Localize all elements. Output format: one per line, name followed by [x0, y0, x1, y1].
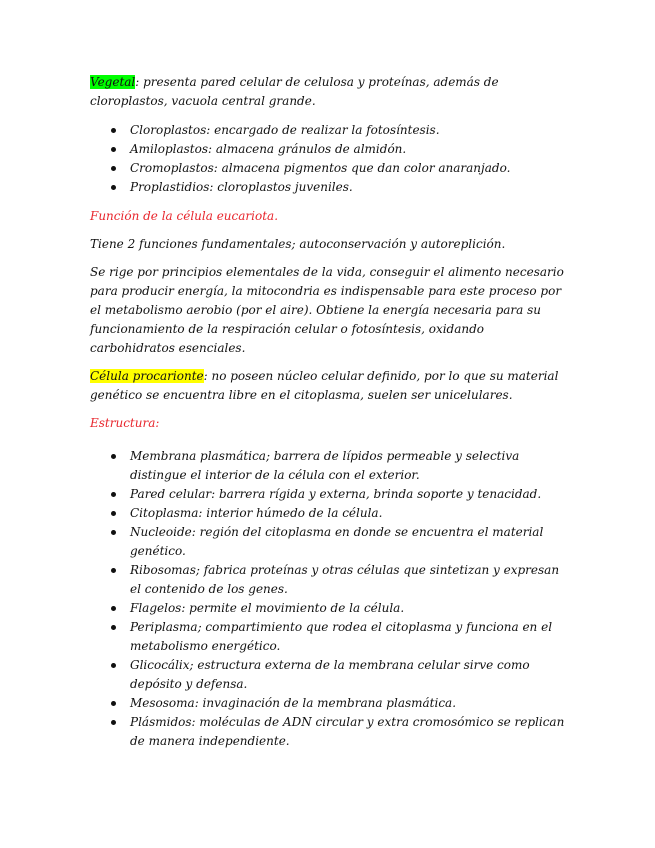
list-item: Cloroplastos: encargado de realizar la fotosíntesis. [90, 121, 568, 140]
list-item: Proplastidios: cloroplastos juveniles. [90, 178, 568, 197]
list-item: Amiloplastos: almacena gránulos de almidón. [90, 140, 568, 159]
vegetal-description: : presenta pared celular de celulosa y proteínas, además de cloroplastos, vacuola central grande. [90, 75, 499, 108]
plastid-list [90, 121, 568, 197]
list-item: Citoplasma: interior húmedo de la célula. [90, 504, 568, 523]
procarionte-term: Célula procarionte [90, 369, 204, 383]
list-item: Membrana plasmática; barrera de lípidos permeable y selectiva distingue el interior de la célula con el exterior. [90, 447, 568, 485]
list-item: Ribosomas; fabrica proteínas y otras células que sintetizan y expresan el contenido de los genes. [90, 561, 568, 599]
funcion-heading: Función de la célula eucariota. [90, 209, 279, 223]
list-item: Glicocálix; estructura externa de la membrana celular sirve como depósito y defensa. [90, 656, 568, 694]
list-item: Flagelos: permite el movimiento de la célula. [90, 599, 568, 618]
vegetal-term: Vegetal [90, 75, 136, 89]
list-item: Cromoplastos: almacena pigmentos que dan color anaranjado. [90, 159, 568, 178]
list-item: Periplasma; compartimiento que rodea el citoplasma y funciona en el metabolismo energético. [90, 618, 568, 656]
funcion-paragraph-1: Tiene 2 funciones fundamentales; autoconservación y autoreplición. [90, 237, 506, 251]
list-item: Mesosoma: invaginación de la membrana plasmática. [90, 694, 568, 713]
funcion-paragraph-2: Se rige por principios elementales de la vida, conseguir el alimento necesario para producir energía, la mitocondria es indispensable para este proceso por el metabolismo aerobio (por el aire). Obtiene la energía necesaria para su funcionamiento de la respiración celular o fotosíntesis, oxidando carbohidratos esenciales. [90, 265, 564, 355]
procarionte-paragraph [90, 367, 568, 405]
document-content [90, 73, 568, 751]
list-item: Pared celular: barrera rígida y externa, brinda soporte y tenacidad. [90, 485, 568, 504]
list-item: Plásmidos: moléculas de ADN circular y extra cromosómico se replican de manera independiente. [90, 713, 568, 751]
procarionte-description: : no poseen núcleo celular definido, por lo que su material genético se encuentra libre en el citoplasma, suelen ser unicelulares. [90, 369, 559, 402]
list-item: Nucleoide: región del citoplasma en donde se encuentra el material genético. [90, 523, 568, 561]
estructura-list [90, 447, 568, 751]
vegetal-paragraph [90, 73, 568, 111]
estructura-heading: Estructura: [90, 416, 160, 430]
